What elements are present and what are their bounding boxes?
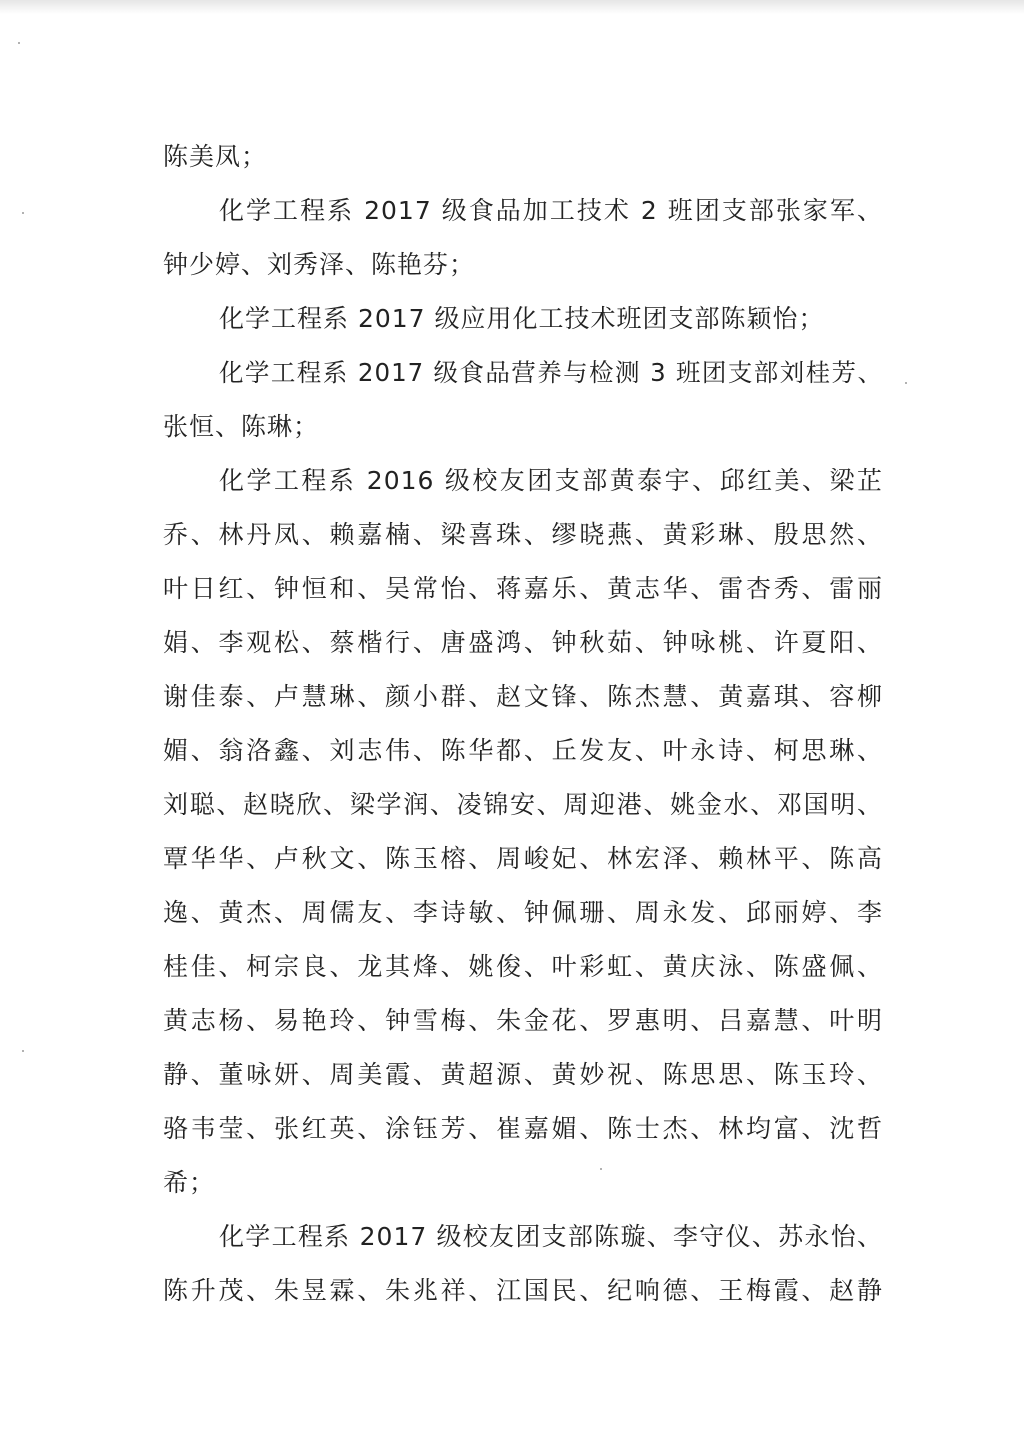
text-line: 张恒、陈琳； [163,412,320,441]
text-line: 骆韦莹、张红英、涂钰芳、崔嘉媚、陈士杰、林均富、沈哲 [163,1114,883,1143]
scan-speck [905,382,907,384]
text-line: 化学工程系 2016 级校友团支部黄泰宇、邱红美、梁芷 [219,466,883,495]
text-line: 媚、翁洛鑫、刘志伟、陈华都、丘发友、叶永诗、柯思琳、 [163,736,883,765]
text-line: 化学工程系 2017 级食品营养与检测 3 班团支部刘桂芳、 [219,358,883,387]
text-line: 希； [163,1168,216,1197]
text-line: 静、董咏妍、周美霞、黄超源、黄妙祝、陈思思、陈玉玲、 [163,1060,883,1089]
text-line: 娟、李观松、蔡楷行、唐盛鸿、钟秋茹、钟咏桃、许夏阳、 [163,628,883,657]
text-line: 化学工程系 2017 级应用化工技术班团支部陈颖怡； [219,304,825,333]
text-line: 陈升茂、朱昱霖、朱兆祥、江国民、纪响德、王梅霞、赵静 [163,1276,883,1305]
scan-speck [18,42,20,44]
scan-speck [22,1050,24,1052]
scan-speck [22,212,24,214]
text-line: 叶日红、钟恒和、吴常怡、蒋嘉乐、黄志华、雷杏秀、雷丽 [163,574,883,603]
text-line: 逸、黄杰、周儒友、李诗敏、钟佩珊、周永发、邱丽婷、李 [163,898,883,927]
text-line: 桂佳、柯宗良、龙其烽、姚俊、叶彩虹、黄庆泳、陈盛佩、 [163,952,883,981]
text-line: 化学工程系 2017 级食品加工技术 2 班团支部张家军、 [219,196,883,225]
scan-edge-shadow [0,0,1024,14]
text-line: 覃华华、卢秋文、陈玉榕、周峻妃、林宏泽、赖林平、陈高 [163,844,883,873]
document-body [163,130,883,1318]
text-line: 刘聪、赵晓欣、梁学润、凌锦安、周迎港、姚金水、邓国明、 [163,790,883,819]
text-line: 乔、林丹凤、赖嘉楠、梁喜珠、缪晓燕、黄彩琳、殷思然、 [163,520,883,549]
text-line: 谢佳泰、卢慧琳、颜小群、赵文锋、陈杰慧、黄嘉琪、容柳 [163,682,883,711]
text-line: 钟少婷、刘秀泽、陈艳芬； [163,250,476,279]
text-line: 陈美凤； [163,142,268,171]
text-line: 化学工程系 2017 级校友团支部陈璇、李守仪、苏永怡、 [219,1222,883,1251]
text-line: 黄志杨、易艳玲、钟雪梅、朱金花、罗惠明、吕嘉慧、叶明 [163,1006,883,1035]
